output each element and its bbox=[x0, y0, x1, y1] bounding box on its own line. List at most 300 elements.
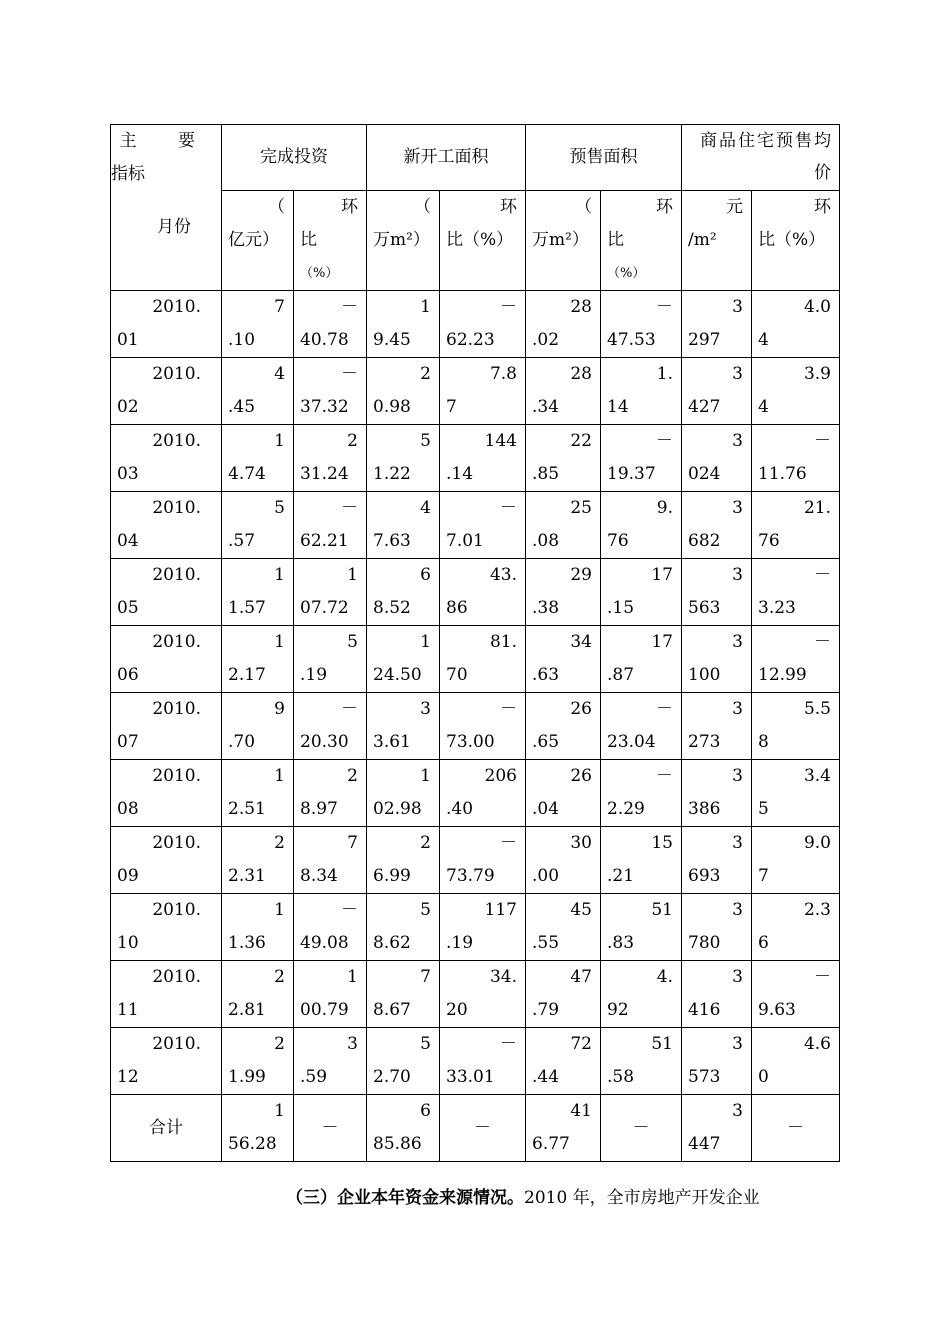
cell-line: 573 bbox=[688, 1067, 721, 1087]
value-cell bbox=[294, 693, 367, 760]
cell-line: 73.79 bbox=[446, 866, 495, 886]
cell-line: － bbox=[814, 565, 831, 585]
value-cell bbox=[682, 358, 752, 425]
cell-line: 1 bbox=[420, 297, 431, 317]
cell-line: 12 bbox=[117, 1067, 139, 1087]
cell-line: 2010. bbox=[152, 766, 201, 786]
cell-line: 1.57 bbox=[228, 598, 266, 618]
cell-line: .57 bbox=[228, 531, 256, 551]
cell-line: 3.61 bbox=[373, 732, 411, 752]
cell-line: .45 bbox=[228, 397, 256, 417]
cell-line: 2.51 bbox=[228, 799, 266, 819]
unit-header-line: 亿元） bbox=[228, 230, 279, 250]
cell-line: .85 bbox=[532, 464, 560, 484]
cell-line: .55 bbox=[532, 933, 560, 953]
value-cell bbox=[440, 291, 526, 358]
value-cell bbox=[294, 894, 367, 961]
cell-line: 1 bbox=[274, 766, 285, 786]
value-cell bbox=[682, 626, 752, 693]
cell-line: 47 bbox=[570, 967, 592, 987]
cell-line: － bbox=[814, 431, 831, 451]
value-cell bbox=[601, 492, 682, 559]
value-cell bbox=[526, 492, 601, 559]
value-cell bbox=[367, 358, 440, 425]
value-cell bbox=[222, 961, 294, 1028]
unit-header-line: 环 bbox=[656, 197, 673, 217]
value-cell bbox=[367, 492, 440, 559]
cell-line: .65 bbox=[532, 732, 560, 752]
cell-line: 22 bbox=[570, 431, 592, 451]
cell-line: 1 bbox=[274, 431, 285, 451]
month-cell bbox=[111, 626, 222, 693]
table-row bbox=[111, 425, 840, 492]
value-cell bbox=[222, 358, 294, 425]
value-cell bbox=[440, 358, 526, 425]
value-cell bbox=[526, 961, 601, 1028]
value-cell bbox=[222, 291, 294, 358]
cell-line: 5.5 bbox=[803, 699, 831, 719]
value-cell bbox=[294, 492, 367, 559]
cell-line: 2.17 bbox=[228, 665, 266, 685]
cell-line: 28 bbox=[570, 364, 592, 384]
value-cell bbox=[682, 425, 752, 492]
cell-line: 6.77 bbox=[532, 1134, 570, 1154]
value-cell bbox=[440, 492, 526, 559]
cell-line: 9.45 bbox=[373, 330, 411, 350]
cell-line: 0 bbox=[758, 1067, 769, 1087]
table-row bbox=[111, 961, 840, 1028]
value-cell bbox=[222, 1028, 294, 1095]
value-cell bbox=[601, 760, 682, 827]
cell-line: 3 bbox=[732, 900, 743, 920]
cell-line: 7 bbox=[420, 967, 431, 987]
cell-line: .10 bbox=[228, 330, 256, 350]
month-cell bbox=[111, 559, 222, 626]
cell-line: 86 bbox=[446, 598, 468, 618]
value-cell bbox=[682, 492, 752, 559]
cell-line: 2 bbox=[347, 766, 358, 786]
cell-line: － bbox=[656, 699, 673, 719]
value-cell bbox=[440, 961, 526, 1028]
month-cell bbox=[111, 492, 222, 559]
cell-line: 206 bbox=[484, 766, 517, 786]
cell-line: 37.32 bbox=[300, 397, 349, 417]
cell-line: .59 bbox=[300, 1067, 328, 1087]
cell-line: 1 bbox=[274, 565, 285, 585]
cell-line: － bbox=[341, 900, 358, 920]
cell-line: 4. bbox=[656, 967, 673, 987]
unit-header-line: （ bbox=[414, 197, 431, 217]
cell-line: .15 bbox=[607, 598, 635, 618]
value-cell bbox=[440, 827, 526, 894]
cell-line: 7 bbox=[446, 397, 457, 417]
value-cell bbox=[367, 760, 440, 827]
cell-line: 4 bbox=[420, 498, 431, 518]
value-cell bbox=[752, 425, 840, 492]
cell-line: 31.24 bbox=[300, 464, 349, 484]
cell-line: 100 bbox=[688, 665, 721, 685]
value-cell bbox=[367, 1028, 440, 1095]
cell-line: － bbox=[500, 498, 517, 518]
value-cell bbox=[601, 693, 682, 760]
value-cell bbox=[222, 626, 294, 693]
unit-header-line: 比（%） bbox=[758, 230, 826, 250]
corner-label-month: 月份 bbox=[157, 217, 191, 237]
month-cell bbox=[111, 358, 222, 425]
cell-line: 693 bbox=[688, 866, 721, 886]
cell-line: 297 bbox=[688, 330, 721, 350]
total-value-cell bbox=[682, 1095, 752, 1162]
cell-line: 72 bbox=[570, 1034, 592, 1054]
value-cell bbox=[222, 827, 294, 894]
value-cell bbox=[222, 559, 294, 626]
month-cell bbox=[111, 693, 222, 760]
cell-line: 3 bbox=[732, 565, 743, 585]
total-value-cell bbox=[367, 1095, 440, 1162]
value-cell bbox=[601, 961, 682, 1028]
cell-line: .14 bbox=[446, 464, 474, 484]
cell-line: 33.01 bbox=[446, 1067, 495, 1087]
cell-line: 4.0 bbox=[803, 297, 831, 317]
cell-line: .19 bbox=[446, 933, 474, 953]
unit-header-line: 比（%） bbox=[446, 230, 514, 250]
cell-line: 780 bbox=[688, 933, 721, 953]
cell-line: － bbox=[341, 297, 358, 317]
cell-line: 49.08 bbox=[300, 933, 349, 953]
value-cell bbox=[752, 559, 840, 626]
cell-line: 144 bbox=[484, 431, 517, 451]
value-cell bbox=[526, 425, 601, 492]
value-cell bbox=[601, 425, 682, 492]
cell-line: 08 bbox=[117, 799, 139, 819]
value-cell bbox=[440, 760, 526, 827]
value-cell bbox=[440, 894, 526, 961]
cell-line: 43. bbox=[489, 565, 517, 585]
cell-line: 3 bbox=[732, 297, 743, 317]
cell-line: 2010. bbox=[152, 833, 201, 853]
cell-line: － bbox=[500, 1034, 517, 1054]
cell-line: 62.23 bbox=[446, 330, 495, 350]
cell-line: 1.99 bbox=[228, 1067, 266, 1087]
cell-line: 1.36 bbox=[228, 933, 266, 953]
value-cell bbox=[367, 827, 440, 894]
cell-line: 7.01 bbox=[446, 531, 484, 551]
cell-line: 6.99 bbox=[373, 866, 411, 886]
month-cell bbox=[111, 894, 222, 961]
cell-line: 1 bbox=[274, 632, 285, 652]
group-header-presale-area: 预售面积 bbox=[526, 125, 682, 191]
value-cell bbox=[367, 425, 440, 492]
unit-header-line: 比 bbox=[300, 230, 317, 250]
corner-header-cell bbox=[111, 125, 222, 291]
value-cell bbox=[222, 760, 294, 827]
cell-line: .63 bbox=[532, 665, 560, 685]
cell-line: 7 bbox=[274, 297, 285, 317]
cell-line: 273 bbox=[688, 732, 721, 752]
value-cell bbox=[682, 827, 752, 894]
cell-line: 2 bbox=[274, 1034, 285, 1054]
cell-line: 6 bbox=[758, 933, 769, 953]
group-header-new-construction: 新开工面积 bbox=[367, 125, 526, 191]
cell-line: 117 bbox=[484, 900, 517, 920]
value-cell bbox=[526, 827, 601, 894]
value-cell bbox=[222, 425, 294, 492]
cell-line: 2010. bbox=[152, 297, 201, 317]
cell-line: 2010. bbox=[152, 967, 201, 987]
cell-line: 09 bbox=[117, 866, 139, 886]
cell-line: 2.70 bbox=[373, 1067, 411, 1087]
value-cell bbox=[601, 894, 682, 961]
value-cell bbox=[526, 1028, 601, 1095]
value-cell bbox=[752, 358, 840, 425]
cell-line: － bbox=[341, 699, 358, 719]
total-value-cell: － bbox=[294, 1095, 367, 1162]
month-cell bbox=[111, 760, 222, 827]
value-cell bbox=[440, 693, 526, 760]
value-cell bbox=[294, 626, 367, 693]
table-row bbox=[111, 626, 840, 693]
cell-line: 9.0 bbox=[803, 833, 831, 853]
value-cell bbox=[440, 559, 526, 626]
value-cell bbox=[752, 1028, 840, 1095]
cell-line: 2010. bbox=[152, 498, 201, 518]
cell-line: 0.98 bbox=[373, 397, 411, 417]
cell-line: 76 bbox=[607, 531, 629, 551]
cell-line: 9. bbox=[656, 498, 673, 518]
unit-header-3 bbox=[440, 191, 526, 291]
total-label: 合计 bbox=[111, 1095, 222, 1162]
value-cell bbox=[222, 693, 294, 760]
table-row bbox=[111, 492, 840, 559]
cell-line: 3 bbox=[732, 833, 743, 853]
cell-line: 5 bbox=[420, 900, 431, 920]
value-cell bbox=[222, 894, 294, 961]
table-row bbox=[111, 827, 840, 894]
cell-line: 3.4 bbox=[803, 766, 831, 786]
value-cell bbox=[367, 961, 440, 1028]
value-cell bbox=[367, 894, 440, 961]
cell-line: 85.86 bbox=[373, 1134, 422, 1154]
unit-header-line: 环 bbox=[814, 197, 831, 217]
cell-line: 563 bbox=[688, 598, 721, 618]
cell-line: 02 bbox=[117, 397, 139, 417]
unit-header-line: （ bbox=[575, 197, 592, 217]
total-value-cell bbox=[526, 1095, 601, 1162]
cell-line: 3 bbox=[732, 632, 743, 652]
cell-line: 2 bbox=[274, 833, 285, 853]
month-cell bbox=[111, 425, 222, 492]
value-cell bbox=[222, 492, 294, 559]
cell-line: 5 bbox=[420, 431, 431, 451]
table-row bbox=[111, 559, 840, 626]
cell-line: 07 bbox=[117, 732, 139, 752]
section-heading: （三）企业本年资金来源情况。 bbox=[286, 1188, 524, 1208]
cell-line: 7 bbox=[347, 833, 358, 853]
cell-line: 30 bbox=[570, 833, 592, 853]
value-cell bbox=[526, 760, 601, 827]
value-cell bbox=[294, 291, 367, 358]
value-cell bbox=[601, 626, 682, 693]
cell-line: 8.97 bbox=[300, 799, 338, 819]
value-cell bbox=[526, 291, 601, 358]
cell-line: 10 bbox=[117, 933, 139, 953]
value-cell bbox=[682, 559, 752, 626]
cell-line: 2 bbox=[347, 431, 358, 451]
cell-line: 34. bbox=[489, 967, 517, 987]
total-value-cell bbox=[222, 1095, 294, 1162]
cell-line: － bbox=[656, 297, 673, 317]
cell-line: 2010. bbox=[152, 431, 201, 451]
unit-header-5 bbox=[601, 191, 682, 291]
cell-line: .02 bbox=[532, 330, 560, 350]
cell-line: 2010. bbox=[152, 699, 201, 719]
value-cell bbox=[294, 358, 367, 425]
month-cell bbox=[111, 1028, 222, 1095]
cell-line: 3 bbox=[732, 766, 743, 786]
cell-line: .70 bbox=[228, 732, 256, 752]
cell-line: － bbox=[814, 967, 831, 987]
value-cell bbox=[752, 693, 840, 760]
cell-line: 2010. bbox=[152, 364, 201, 384]
cell-line: － bbox=[814, 632, 831, 652]
unit-header-line: 环 bbox=[341, 197, 358, 217]
value-cell bbox=[682, 961, 752, 1028]
unit-header-7 bbox=[752, 191, 840, 291]
value-cell bbox=[526, 693, 601, 760]
value-cell bbox=[526, 626, 601, 693]
cell-line: .79 bbox=[532, 1000, 560, 1020]
cell-line: － bbox=[656, 766, 673, 786]
value-cell bbox=[367, 291, 440, 358]
value-cell bbox=[440, 626, 526, 693]
cell-line: 7.8 bbox=[489, 364, 517, 384]
unit-header-line: （ bbox=[268, 197, 285, 217]
value-cell bbox=[752, 291, 840, 358]
table-row bbox=[111, 894, 840, 961]
cell-line: 2010. bbox=[152, 900, 201, 920]
cell-line: .58 bbox=[607, 1067, 635, 1087]
cell-line: 24.50 bbox=[373, 665, 422, 685]
cell-line: 682 bbox=[688, 531, 721, 551]
cell-line: 17 bbox=[651, 565, 673, 585]
total-row bbox=[111, 1095, 840, 1162]
cell-line: 70 bbox=[446, 665, 468, 685]
cell-line: 81. bbox=[489, 632, 517, 652]
cell-line: 17 bbox=[651, 632, 673, 652]
cell-line: 3.9 bbox=[803, 364, 831, 384]
value-cell bbox=[526, 559, 601, 626]
value-cell bbox=[294, 1028, 367, 1095]
cell-line: 25 bbox=[570, 498, 592, 518]
cell-line: － bbox=[341, 498, 358, 518]
cell-line: .40 bbox=[446, 799, 474, 819]
cell-line: .19 bbox=[300, 665, 328, 685]
cell-line: .44 bbox=[532, 1067, 560, 1087]
cell-line: 6 bbox=[420, 565, 431, 585]
cell-line: 3 bbox=[732, 1101, 743, 1121]
cell-line: 11 bbox=[117, 1000, 139, 1020]
cell-line: 26 bbox=[570, 766, 592, 786]
cell-line: 45 bbox=[570, 900, 592, 920]
cell-line: 92 bbox=[607, 1000, 629, 1020]
cell-line: 41 bbox=[570, 1101, 592, 1121]
cell-line: 3 bbox=[420, 699, 431, 719]
cell-line: 8.67 bbox=[373, 1000, 411, 1020]
value-cell bbox=[526, 358, 601, 425]
value-cell bbox=[752, 760, 840, 827]
unit-header-line: 万m²） bbox=[373, 230, 430, 250]
cell-line: .38 bbox=[532, 598, 560, 618]
cell-line: 28 bbox=[570, 297, 592, 317]
cell-line: 3 bbox=[732, 1034, 743, 1054]
corner-label-indicator-2: 指标 bbox=[111, 164, 145, 184]
value-cell bbox=[752, 827, 840, 894]
cell-line: 03 bbox=[117, 464, 139, 484]
unit-header-line: 万m²） bbox=[532, 230, 589, 250]
cell-line: 5 bbox=[347, 632, 358, 652]
cell-line: 62.21 bbox=[300, 531, 349, 551]
cell-line: 2.81 bbox=[228, 1000, 266, 1020]
cell-line: 00.79 bbox=[300, 1000, 349, 1020]
cell-line: 2.29 bbox=[607, 799, 645, 819]
cell-line: 21. bbox=[803, 498, 831, 518]
cell-line: .83 bbox=[607, 933, 635, 953]
cell-line: 427 bbox=[688, 397, 721, 417]
cell-line: 4.74 bbox=[228, 464, 266, 484]
value-cell bbox=[682, 894, 752, 961]
cell-line: － bbox=[341, 364, 358, 384]
value-cell bbox=[682, 760, 752, 827]
unit-header-line: （%） bbox=[607, 266, 646, 281]
cell-line: 1. bbox=[656, 364, 673, 384]
cell-line: .87 bbox=[607, 665, 635, 685]
cell-line: 3 bbox=[732, 967, 743, 987]
cell-line: 34 bbox=[570, 632, 592, 652]
cell-line: 04 bbox=[117, 531, 139, 551]
value-cell bbox=[601, 559, 682, 626]
cell-line: 3 bbox=[732, 699, 743, 719]
cell-line: 07.72 bbox=[300, 598, 349, 618]
value-cell bbox=[294, 760, 367, 827]
value-cell bbox=[601, 358, 682, 425]
cell-line: 024 bbox=[688, 464, 721, 484]
unit-header-4 bbox=[526, 191, 601, 291]
section-text: 2010 年，全市房地产开发企业 bbox=[524, 1188, 760, 1208]
cell-line: 5 bbox=[420, 1034, 431, 1054]
cell-line: 3 bbox=[732, 498, 743, 518]
cell-line: 386 bbox=[688, 799, 721, 819]
unit-header-0 bbox=[222, 191, 294, 291]
cell-line: 14 bbox=[607, 397, 629, 417]
cell-line: 11.76 bbox=[758, 464, 807, 484]
cell-line: 2.31 bbox=[228, 866, 266, 886]
unit-header-line: 元 bbox=[726, 197, 743, 217]
value-cell bbox=[294, 961, 367, 1028]
section-paragraph bbox=[286, 1183, 760, 1208]
cell-line: 9 bbox=[274, 699, 285, 719]
cell-line: 4 bbox=[274, 364, 285, 384]
value-cell bbox=[752, 626, 840, 693]
cell-line: 8 bbox=[758, 732, 769, 752]
value-cell bbox=[367, 559, 440, 626]
cell-line: 8.52 bbox=[373, 598, 411, 618]
cell-line: 7 bbox=[758, 866, 769, 886]
value-cell bbox=[294, 827, 367, 894]
cell-line: 1.22 bbox=[373, 464, 411, 484]
cell-line: － bbox=[500, 699, 517, 719]
value-cell bbox=[601, 827, 682, 894]
value-cell bbox=[526, 894, 601, 961]
